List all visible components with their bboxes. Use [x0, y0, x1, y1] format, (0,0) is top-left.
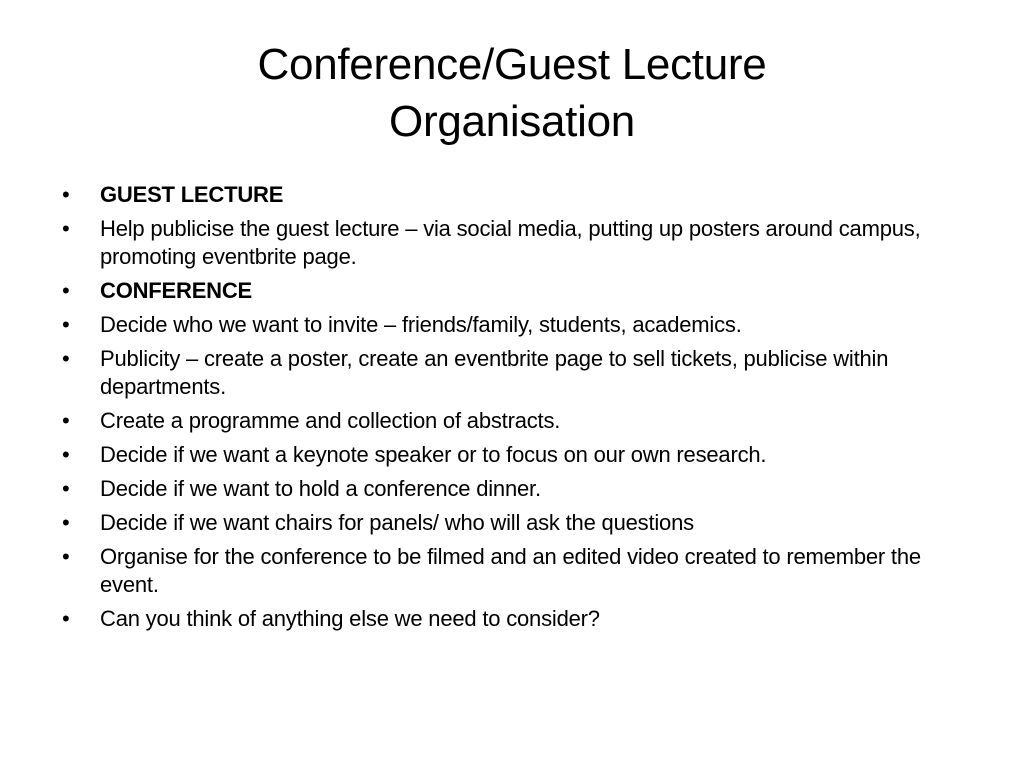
bullet-item-filmed — [58, 543, 958, 599]
bullet-text: Decide if we want chairs for panels/ who will ask the questions — [100, 510, 694, 535]
bullet-dot-icon: • — [62, 510, 70, 535]
bullet-dot-icon: • — [62, 346, 70, 371]
bullet-item-dinner — [58, 475, 958, 503]
bullet-text: Organise for the conference to be filmed and an edited video created to remember the event. — [100, 544, 921, 597]
bullet-text: Create a programme and collection of abstracts. — [100, 408, 561, 433]
bullet-dot-icon: • — [62, 606, 70, 631]
bullet-list — [58, 181, 958, 639]
bullet-dot-icon: • — [62, 442, 70, 467]
bullet-item-programme — [58, 407, 958, 435]
bullet-item-invite — [58, 311, 958, 339]
bullet-text: GUEST LECTURE — [100, 182, 284, 207]
bullet-item-conference — [58, 277, 958, 305]
bullet-text: Decide who we want to invite – friends/family, students, academics. — [100, 312, 742, 337]
bullet-item-chairs — [58, 509, 958, 537]
bullet-text: Decide if we want to hold a conference dinner. — [100, 476, 541, 501]
bullet-item-publicise-lecture — [58, 215, 958, 271]
bullet-dot-icon: • — [62, 476, 70, 501]
bullet-dot-icon: • — [62, 408, 70, 433]
bullet-text: Help publicise the guest lecture – via social media, putting up posters around campus, promoting eventbrite page. — [100, 216, 921, 269]
bullet-item-anything-else — [58, 605, 958, 633]
bullet-text: Can you think of anything else we need to consider? — [100, 606, 600, 631]
bullet-item-guest-lecture — [58, 181, 958, 209]
slide-title: Conference/Guest Lecture Organisation — [257, 40, 767, 146]
bullet-dot-icon: • — [62, 278, 70, 303]
bullet-dot-icon: • — [62, 544, 70, 569]
bullet-text: Decide if we want a keynote speaker or to focus on our own research. — [100, 442, 767, 467]
bullet-item-keynote — [58, 441, 958, 469]
bullet-dot-icon: • — [62, 182, 70, 207]
bullet-dot-icon: • — [62, 312, 70, 337]
bullet-dot-icon: • — [62, 216, 70, 241]
bullet-item-publicity — [58, 345, 958, 401]
bullet-text: CONFERENCE — [100, 278, 253, 303]
bullet-text: Publicity – create a poster, create an eventbrite page to sell tickets, publicise within departments. — [100, 346, 889, 399]
